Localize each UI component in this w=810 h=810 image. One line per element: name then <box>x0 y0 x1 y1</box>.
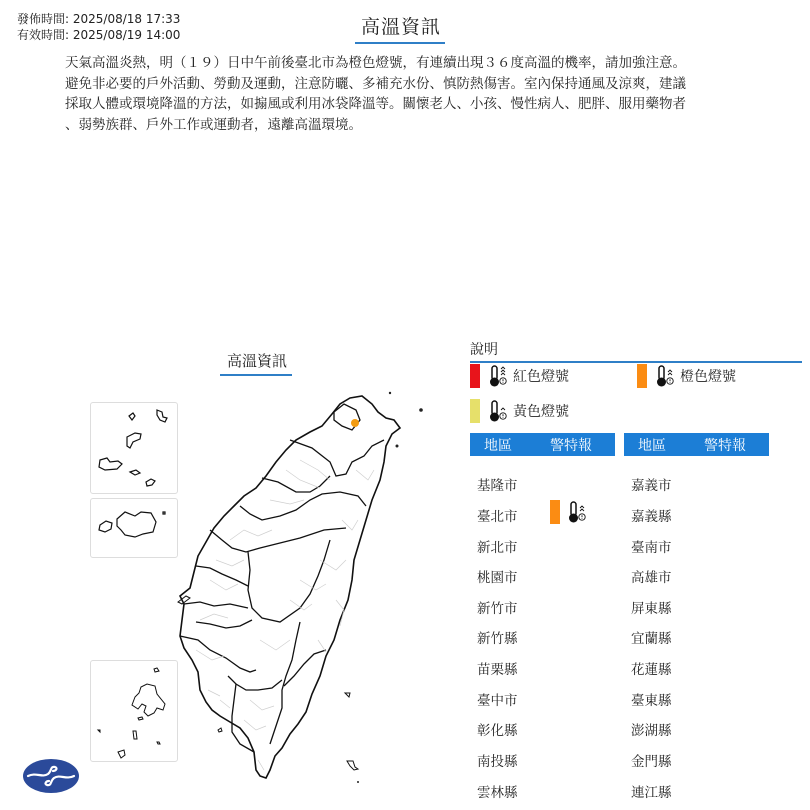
thermometer-red-warning-icon <box>487 364 509 388</box>
table-row: 嘉義市 <box>631 478 672 494</box>
description-line: 、弱勢族群、戶外工作或運動者，遠離高溫環境。 <box>65 116 362 133</box>
header-warning: 警特報 <box>550 437 592 454</box>
legend-label-red: 紅色燈號 <box>513 369 569 385</box>
yellow-swatch <box>470 399 480 423</box>
table-header-left <box>470 433 615 456</box>
table-row: 嘉義縣 <box>631 509 672 525</box>
thermometer-yellow-warning-icon <box>487 399 509 423</box>
page-title: 高溫資訊 <box>355 12 445 44</box>
description-line: 採取人體或環境降溫的方法，如搧風或利用冰袋降溫等。關懷老人、小孩、慢性病人、肥胖、服用藥物者 <box>65 96 686 112</box>
valid-time-label: 有效時間: <box>17 28 70 42</box>
table-row: 彰化縣 <box>477 723 518 739</box>
thermometer-orange-warning-icon <box>654 364 676 388</box>
table-row: 基隆市 <box>477 478 518 494</box>
table-row: 臺南市 <box>631 540 672 556</box>
table-row: 連江縣 <box>631 785 672 801</box>
table-row: 新竹縣 <box>477 631 518 647</box>
table-row: 金門縣 <box>631 754 672 770</box>
penghu-islands <box>98 668 165 758</box>
table-row: 花蓮縣 <box>631 662 672 678</box>
table-header-right <box>624 433 769 456</box>
table-row: 桃園市 <box>477 570 518 586</box>
thermometer-orange-warning-icon <box>566 500 588 524</box>
taipei-highlight <box>351 419 359 427</box>
legend-item-orange <box>637 364 736 388</box>
table-row: 雲林縣 <box>477 785 518 801</box>
table-row: 屏東縣 <box>631 601 672 617</box>
header-region: 地區 <box>484 437 512 454</box>
red-swatch <box>470 364 480 388</box>
table-row: 南投縣 <box>477 754 518 770</box>
taipei-orange-status <box>550 500 560 524</box>
table-row: 臺東縣 <box>631 693 672 709</box>
table-row: 宜蘭縣 <box>631 631 672 647</box>
orange-swatch <box>637 364 647 388</box>
map-title: 高溫資訊 <box>220 350 292 376</box>
header-region: 地區 <box>638 437 666 454</box>
legend-label-orange: 橙色燈號 <box>680 369 736 385</box>
legend-title: 說明 <box>470 339 802 363</box>
cwa-logo-icon <box>22 758 80 794</box>
header-warning: 警特報 <box>704 437 746 454</box>
table-row: 澎湖縣 <box>631 723 672 739</box>
kinmen-islands <box>99 512 165 537</box>
taiwan-outline <box>180 396 400 778</box>
table-row: 新北市 <box>477 540 518 556</box>
table-row: 苗栗縣 <box>477 662 518 678</box>
table-row: 臺北市 <box>477 509 518 525</box>
legend-item-red <box>470 364 569 388</box>
legend-item-yellow <box>470 399 569 423</box>
description-line: 天氣高溫炎熱，明（１９）日中午前後臺北市為橙色燈號，有連續出現３６度高溫的機率，請加強注意。 <box>65 55 686 71</box>
table-row: 臺中市 <box>477 693 518 709</box>
table-row: 新竹市 <box>477 601 518 617</box>
matsu-islands <box>99 410 167 486</box>
issue-time-label: 發佈時間: <box>17 12 70 26</box>
issue-time-value: 2025/08/18 17:33 <box>72 12 181 26</box>
table-row: 高雄市 <box>631 570 672 586</box>
valid-time-value: 2025/08/19 14:00 <box>72 28 181 42</box>
description-line: 避免非必要的戶外活動、勞動及運動，注意防曬、多補充水份、慎防熱傷害。室內保持通風及涼爽，建議 <box>65 75 686 92</box>
legend-label-yellow: 黃色燈號 <box>513 404 569 420</box>
